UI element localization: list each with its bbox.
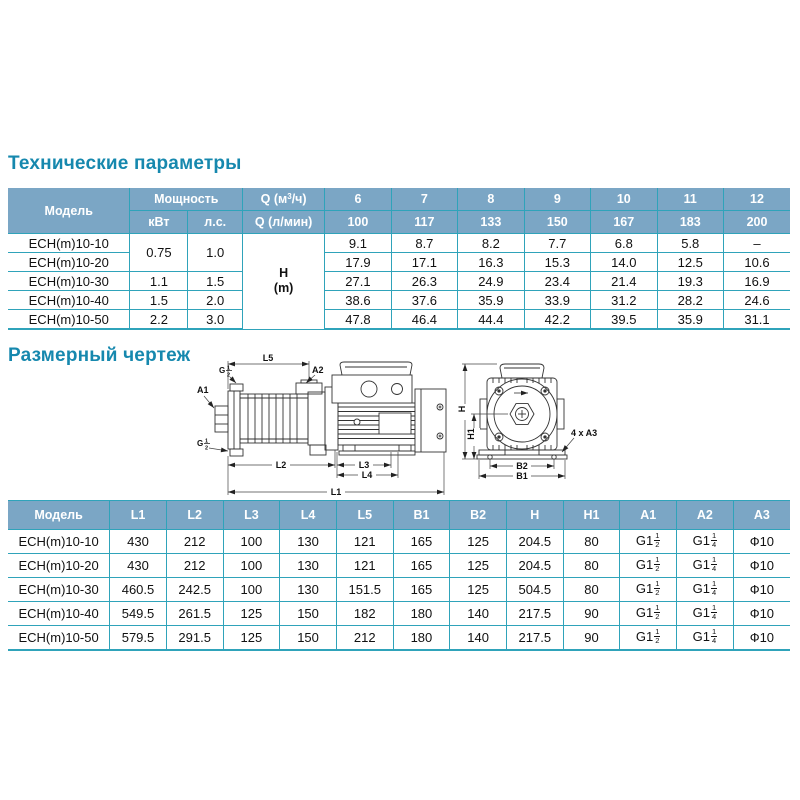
- dim-label-a1: A1: [197, 385, 209, 395]
- flow-lmin-header: 200: [724, 211, 791, 234]
- q-m3h-header: [243, 188, 325, 211]
- column-header: L1: [110, 501, 167, 530]
- dim-cell: [677, 554, 734, 578]
- thread-size-fraction: $\frac{1}{4}$: [711, 554, 717, 573]
- model-cell: ECH(m)10-30: [8, 578, 110, 602]
- head-value-cell: 26.3: [391, 272, 457, 291]
- head-value-cell: 33.9: [524, 291, 590, 310]
- thread-size-base: G1: [635, 580, 654, 596]
- head-unit-cell: [243, 234, 325, 330]
- dim-cell: 80: [563, 578, 620, 602]
- tech-params-header: [8, 188, 790, 234]
- thread-size-fraction: $\frac{1}{4}$: [711, 602, 717, 621]
- head-value-cell: 27.1: [325, 272, 391, 291]
- dimensional-drawing-title: Размерный чертеж: [8, 345, 191, 366]
- dim-cell: 125: [450, 554, 507, 578]
- head-value-cell: 47.8: [325, 310, 391, 330]
- flow-m3h-header: 12: [724, 188, 791, 211]
- dimensional-drawing: [195, 352, 671, 500]
- thread-size-fraction: $\frac{1}{2}$: [655, 530, 660, 549]
- column-header: L2: [166, 501, 223, 530]
- head-value-cell: 14.0: [591, 253, 657, 272]
- column-header: B2: [450, 501, 507, 530]
- dim-label-b2: B2: [516, 461, 528, 471]
- table-row: [8, 272, 790, 291]
- dim-cell: Ф10: [733, 626, 790, 651]
- flow-m3h-header: 9: [524, 188, 590, 211]
- dim-cell: 430: [110, 530, 167, 554]
- dim-cell: [677, 530, 734, 554]
- kw-cell: 0.75: [130, 234, 188, 272]
- dim-cell: 165: [393, 578, 450, 602]
- tech-params-table: [8, 188, 790, 330]
- hp-cell: 1.0: [188, 234, 243, 272]
- dim-cell: 100: [223, 554, 280, 578]
- dim-cell: Ф10: [733, 554, 790, 578]
- head-value-cell: 24.9: [458, 272, 524, 291]
- head-value-cell: 5.8: [657, 234, 723, 253]
- thread-size-base: G1: [635, 628, 654, 644]
- head-value-cell: 6.8: [591, 234, 657, 253]
- plug-top-label: G: [219, 366, 226, 375]
- model-cell: ECH(m)10-20: [8, 554, 110, 578]
- dim-cell: 121: [336, 530, 393, 554]
- flow-m3h-header: 7: [391, 188, 457, 211]
- dim-label-l3: L3: [358, 460, 370, 470]
- head-value-cell: 21.4: [591, 272, 657, 291]
- flow-m3h-header: 6: [325, 188, 391, 211]
- table-row: [8, 234, 790, 253]
- flow-lmin-header: 183: [657, 211, 723, 234]
- dim-cell: 150: [280, 602, 337, 626]
- flow-lmin-header: 167: [591, 211, 657, 234]
- dim-cell: 165: [393, 530, 450, 554]
- head-value-cell: 35.9: [657, 310, 723, 330]
- plug-top-num: 1: [227, 365, 231, 372]
- head-value-cell: 10.6: [724, 253, 791, 272]
- dim-cell: [677, 626, 734, 651]
- head-value-cell: 8.2: [458, 234, 524, 253]
- dim-cell: [620, 578, 677, 602]
- head-value-cell: 42.2: [524, 310, 590, 330]
- dim-cell: 291.5: [166, 626, 223, 651]
- model-cell: ECH(m)10-40: [8, 602, 110, 626]
- column-header: B1: [393, 501, 450, 530]
- head-value-cell: 28.2: [657, 291, 723, 310]
- model-column-header: Модель: [8, 188, 130, 234]
- dim-cell: 430: [110, 554, 167, 578]
- dim-cell: [677, 602, 734, 626]
- head-value-cell: 31.2: [591, 291, 657, 310]
- head-value-cell: 8.7: [391, 234, 457, 253]
- dim-cell: 140: [450, 626, 507, 651]
- table-row: [8, 530, 790, 554]
- table-row: [8, 602, 790, 626]
- thread-size-base: G1: [692, 604, 710, 620]
- dim-cell: 242.5: [166, 578, 223, 602]
- head-value-cell: 17.9: [325, 253, 391, 272]
- table-row: [8, 253, 790, 272]
- power-column-header: Мощность: [130, 188, 243, 211]
- pump-drawing-svg: [195, 352, 671, 500]
- thread-size-fraction: $\frac{1}{2}$: [655, 602, 660, 621]
- head-value-cell: 44.4: [458, 310, 524, 330]
- column-header: H1: [563, 501, 620, 530]
- head-value-cell: 15.3: [524, 253, 590, 272]
- head-value-cell: 9.1: [325, 234, 391, 253]
- plug-bottom-num: 1: [205, 438, 209, 445]
- head-value-cell: 19.3: [657, 272, 723, 291]
- column-header: A3: [733, 501, 790, 530]
- dim-cell: 130: [280, 578, 337, 602]
- thread-size-base: G1: [692, 580, 710, 596]
- head-value-cell: 16.9: [724, 272, 791, 291]
- kw-cell: 1.5: [130, 291, 188, 310]
- model-cell: ECH(m)10-10: [8, 234, 130, 253]
- dim-cell: 165: [393, 554, 450, 578]
- model-cell: ECH(m)10-50: [8, 626, 110, 651]
- model-cell: ECH(m)10-30: [8, 272, 130, 291]
- thread-size-base: G1: [692, 532, 710, 548]
- dim-label-a2: A2: [312, 365, 324, 375]
- dim-cell: 261.5: [166, 602, 223, 626]
- thread-size-fraction: $\frac{1}{4}$: [711, 530, 717, 549]
- head-value-cell: 23.4: [524, 272, 590, 291]
- dim-cell: [620, 530, 677, 554]
- head-value-cell: 24.6: [724, 291, 791, 310]
- table-row: [8, 554, 790, 578]
- model-cell: ECH(m)10-50: [8, 310, 130, 330]
- flow-m3h-header: 8: [458, 188, 524, 211]
- dim-label-l4: L4: [361, 470, 373, 480]
- column-header: A2: [677, 501, 734, 530]
- dimensions-table: [8, 500, 790, 651]
- technical-parameters-title: Технические параметры: [8, 153, 242, 174]
- dim-cell: 217.5: [506, 602, 563, 626]
- thread-size-fraction: $\frac{1}{4}$: [711, 626, 717, 645]
- flow-lmin-header: 150: [524, 211, 590, 234]
- column-header: L4: [280, 501, 337, 530]
- column-header: A1: [620, 501, 677, 530]
- dim-cell: 549.5: [110, 602, 167, 626]
- dim-cell: 460.5: [110, 578, 167, 602]
- dim-cell: 125: [223, 626, 280, 651]
- table-row: [8, 626, 790, 651]
- dim-cell: 151.5: [336, 578, 393, 602]
- head-value-cell: 7.7: [524, 234, 590, 253]
- dim-cell: 100: [223, 578, 280, 602]
- plug-top-den: 2: [227, 372, 231, 379]
- dim-cell: [677, 578, 734, 602]
- model-cell: ECH(m)10-10: [8, 530, 110, 554]
- thread-size-fraction: $\frac{1}{2}$: [655, 554, 660, 573]
- dim-label-l1: L1: [330, 487, 342, 497]
- column-header: L5: [336, 501, 393, 530]
- q-lmin-header: Q (л/мин): [243, 211, 325, 234]
- kw-column-header: кВт: [130, 211, 188, 234]
- dim-cell: Ф10: [733, 530, 790, 554]
- dim-cell: 80: [563, 554, 620, 578]
- dim-cell: 100: [223, 530, 280, 554]
- dim-cell: 130: [280, 530, 337, 554]
- model-cell: ECH(m)10-20: [8, 253, 130, 272]
- dimensions-header: [8, 501, 790, 530]
- hp-cell: 3.0: [188, 310, 243, 330]
- flow-lmin-header: 100: [325, 211, 391, 234]
- head-value-cell: 46.4: [391, 310, 457, 330]
- dim-label-l2: L2: [275, 460, 287, 470]
- thread-size-fraction: $\frac{1}{2}$: [655, 626, 660, 645]
- plug-bottom-den: 2: [205, 445, 209, 452]
- head-value-cell: 39.5: [591, 310, 657, 330]
- dim-cell: Ф10: [733, 578, 790, 602]
- dim-cell: 212: [166, 554, 223, 578]
- column-header: Модель: [8, 501, 110, 530]
- kw-cell: 1.1: [130, 272, 188, 291]
- dim-cell: 150: [280, 626, 337, 651]
- pump-side-view: [215, 362, 446, 456]
- thread-size-base: G1: [635, 556, 654, 572]
- head-value-cell: 31.1: [724, 310, 791, 330]
- dim-cell: 212: [166, 530, 223, 554]
- table-row: [8, 291, 790, 310]
- dim-cell: 90: [563, 602, 620, 626]
- head-value-cell: 12.5: [657, 253, 723, 272]
- kw-cell: 2.2: [130, 310, 188, 330]
- dim-cell: [620, 554, 677, 578]
- dim-cell: 579.5: [110, 626, 167, 651]
- dim-cell: [620, 626, 677, 651]
- header-row-1: [8, 188, 790, 211]
- dim-cell: 125: [450, 530, 507, 554]
- thread-size-base: G1: [692, 556, 710, 572]
- model-cell: ECH(m)10-40: [8, 291, 130, 310]
- q-m3h-suffix: /ч): [291, 192, 307, 206]
- flow-m3h-header: 10: [591, 188, 657, 211]
- thread-size-base: G1: [635, 604, 654, 620]
- dim-cell: 140: [450, 602, 507, 626]
- bolt-count-label: 4 x A3: [571, 428, 598, 438]
- dim-cell: 80: [563, 530, 620, 554]
- hp-cell: 1.5: [188, 272, 243, 291]
- thread-size-fraction: $\frac{1}{4}$: [711, 578, 717, 597]
- h-unit: (m): [273, 281, 294, 296]
- tech-params-body: [8, 234, 790, 330]
- dim-cell: 121: [336, 554, 393, 578]
- table-row: [8, 578, 790, 602]
- column-header: H: [506, 501, 563, 530]
- hp-cell: 2.0: [188, 291, 243, 310]
- flow-lmin-header: 133: [458, 211, 524, 234]
- thread-size-base: G1: [635, 532, 654, 548]
- flow-m3h-header: 11: [657, 188, 723, 211]
- dim-label-h1: H1: [466, 428, 476, 440]
- head-value-cell: 16.3: [458, 253, 524, 272]
- table-row: [8, 310, 790, 330]
- dim-cell: 125: [223, 602, 280, 626]
- head-value-cell: 37.6: [391, 291, 457, 310]
- head-value-cell: 35.9: [458, 291, 524, 310]
- pump-front-view: [477, 364, 567, 459]
- dim-cell: 204.5: [506, 554, 563, 578]
- dim-cell: 125: [450, 578, 507, 602]
- dim-cell: Ф10: [733, 602, 790, 626]
- dim-label-l5: L5: [262, 353, 274, 363]
- dim-cell: [620, 602, 677, 626]
- dim-cell: 212: [336, 626, 393, 651]
- thread-size-base: G1: [692, 628, 710, 644]
- plug-bottom-label: G: [197, 439, 204, 448]
- head-value-cell: –: [724, 234, 791, 253]
- dim-label-b1: B1: [516, 471, 528, 481]
- dimensions-body: [8, 530, 790, 651]
- dim-cell: 182: [336, 602, 393, 626]
- dimensions-header-row: [8, 501, 790, 530]
- dim-cell: 204.5: [506, 530, 563, 554]
- head-value-cell: 38.6: [325, 291, 391, 310]
- dim-cell: 90: [563, 626, 620, 651]
- head-value-cell: 17.1: [391, 253, 457, 272]
- dim-label-h: H: [457, 405, 467, 413]
- dim-cell: 217.5: [506, 626, 563, 651]
- thread-size-fraction: $\frac{1}{2}$: [655, 578, 660, 597]
- dim-cell: 504.5: [506, 578, 563, 602]
- q-m3h-prefix: Q (м: [260, 192, 288, 206]
- flow-lmin-header: 117: [391, 211, 457, 234]
- q-m3h-sup: 3: [287, 192, 292, 201]
- dim-cell: 130: [280, 554, 337, 578]
- hp-column-header: л.с.: [188, 211, 243, 234]
- dim-cell: 180: [393, 626, 450, 651]
- column-header: L3: [223, 501, 280, 530]
- dim-cell: 180: [393, 602, 450, 626]
- h-label: H: [279, 266, 289, 281]
